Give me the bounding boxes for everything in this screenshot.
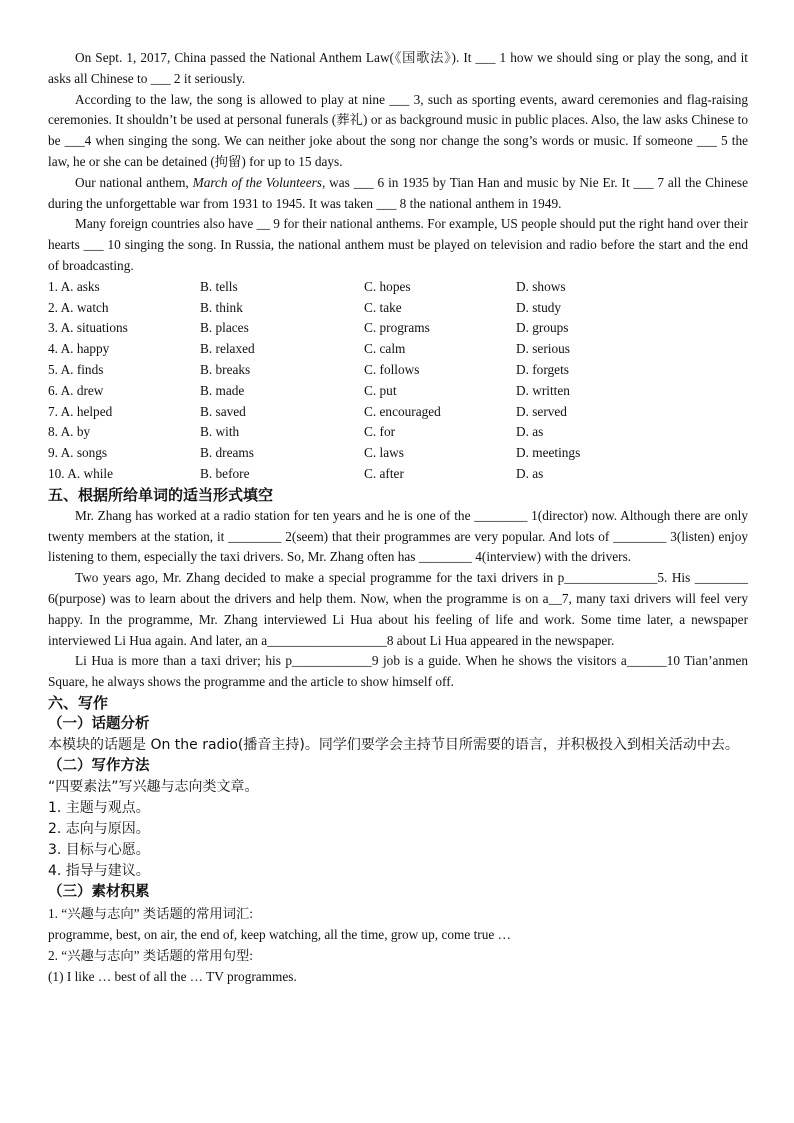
option-c: C. laws: [364, 445, 404, 461]
option-row-7: [48, 402, 748, 423]
section-5-paragraph-3: Li Hua is more than a taxi driver; his p____________9 job is a guide. When he shows the visitors a______10 Tian’anmen Square, he always shows the programme and the article to show himself off.: [48, 653, 748, 690]
option-d: D. meetings: [516, 445, 581, 461]
option-a: 7. A. helped: [48, 403, 113, 419]
option-c: C. encouraged: [364, 403, 441, 419]
option-row-10: [48, 464, 748, 485]
option-d: D. as: [516, 424, 544, 440]
options-list: [48, 277, 748, 485]
option-a: 10. A. while: [48, 465, 114, 481]
option-a: 8. A. by: [48, 424, 91, 440]
method-item: 4. 指导与建议。: [48, 862, 150, 879]
passage-paragraph-1: On Sept. 1, 2017, China passed the National Anthem Law(《国歌法》). It ___ 1 how we should sing or play the song, and it asks all Chinese to ___ 2 it seriously.: [48, 50, 748, 86]
option-a: 1. A. asks: [48, 278, 100, 294]
option-b: B. think: [200, 299, 243, 315]
topic-analysis-heading: （一）话题分析: [48, 715, 150, 732]
section-5-paragraph-2: Two years ago, Mr. Zhang decided to make a special programme for the taxi drivers in p______________5. His ________ 6(purpose) was to learn about the drivers and help them. Now, when the programme is on a__7, many taxi drivers will feel very happy. In the programme, Mr. Zhang interviewed Li Hua about his feeling of life and work. Some time later, a newspaper interviewed Li Hua again. And later, an a__________________8 about Li Hua appeared in the newspaper.: [48, 570, 748, 648]
option-d: D. study: [516, 299, 562, 315]
section-5-heading: 五、根据所给单词的适当形式填空: [48, 485, 274, 504]
option-row-5: [48, 360, 748, 381]
option-row-8: [48, 422, 748, 443]
option-d: D. served: [516, 403, 567, 419]
option-c: C. follows: [364, 361, 420, 377]
passage-paragraph-3: [48, 173, 748, 215]
option-d: D. serious: [516, 341, 570, 357]
writing-method-intro: “四要素法”写兴趣与志向类文章。: [48, 778, 259, 795]
option-c: C. take: [364, 299, 402, 315]
option-row-3: [48, 318, 748, 339]
passage-paragraph-4: Many foreign countries also have __ 9 for their national anthems. For example, US people should put the right hand over their hearts ___ 10 singing the song. In Russia, the national anthem must be played on television and radio before the start and the end of broadcasting.: [48, 216, 748, 273]
option-a: 5. A. finds: [48, 361, 104, 377]
option-row-2: [48, 298, 748, 319]
option-c: C. programs: [364, 320, 430, 336]
option-b: B. places: [200, 320, 249, 336]
passage-paragraph-3-post: was ___ 6 in 1935 by Tian Han and music by Nie Er. It ___ 7 all the Chinese during the unforgettable war from 1931 to 1945. It was taken ___ 8 the national anthem in 1949.: [48, 174, 749, 211]
method-item: 3. 目标与心愿。: [48, 841, 150, 858]
option-a: 9. A. songs: [48, 445, 108, 461]
option-a: 3. A. situations: [48, 320, 128, 336]
anthem-title: March of the Volunteers,: [192, 174, 326, 190]
option-b: B. made: [200, 382, 245, 398]
section-6-heading: 六、写作: [48, 693, 109, 712]
option-row-1: [48, 277, 748, 298]
option-row-4: [48, 339, 748, 360]
pattern-item: (1) I like … best of all the … TV programmes.: [48, 968, 297, 984]
topic-analysis-text: 本模块的话题是 On the radio(播音主持)。同学们要学会主持节目所需要的语言，并积极投入到相关活动中去。: [48, 736, 739, 753]
option-b: B. breaks: [200, 361, 251, 377]
document-page: [48, 48, 748, 987]
vocab-title: 1. “兴趣与志向” 类话题的常用词汇:: [48, 905, 253, 921]
pattern-title: 2. “兴趣与志向” 类话题的常用句型:: [48, 947, 253, 963]
option-a: 2. A. watch: [48, 299, 109, 315]
material-heading: （三）素材积累: [48, 883, 150, 900]
option-b: B. with: [200, 424, 240, 440]
option-c: C. for: [364, 424, 396, 440]
option-b: B. tells: [200, 278, 238, 294]
option-a: 6. A. drew: [48, 382, 104, 398]
option-a: 4. A. happy: [48, 341, 110, 357]
option-d: D. shows: [516, 278, 566, 294]
option-d: D. written: [516, 382, 570, 398]
vocab-list: programme, best, on air, the end of, keep watching, all the time, grow up, come true …: [48, 926, 511, 942]
option-b: B. dreams: [200, 445, 254, 461]
option-b: B. relaxed: [200, 341, 255, 357]
method-item: 2. 志向与原因。: [48, 820, 150, 837]
option-row-9: [48, 443, 748, 464]
option-c: C. after: [364, 465, 404, 481]
option-c: C. calm: [364, 341, 406, 357]
option-d: D. as: [516, 465, 544, 481]
option-b: B. before: [200, 465, 250, 481]
option-c: C. put: [364, 382, 397, 398]
option-row-6: [48, 381, 748, 402]
passage-paragraph-3-pre: Our national anthem,: [75, 174, 193, 190]
method-item: 1. 主题与观点。: [48, 799, 150, 816]
option-d: D. forgets: [516, 361, 569, 377]
passage-paragraph-2: According to the law, the song is allowed to play at nine ___ 3, such as sporting events, award ceremonies and flag-raising ceremonies. It shouldn’t be used at personal funerals (葬礼) or as background music in public places. Also, the law asks Chinese to be ___4 when singing the song. We can neither joke about the song nor change the song’s words or music. If someone ___ 5 the law, he or she can be detained (拘留) for up to 15 days.: [48, 91, 748, 169]
option-d: D. groups: [516, 320, 569, 336]
writing-method-heading: （二）写作方法: [48, 757, 150, 774]
option-b: B. saved: [200, 403, 246, 419]
option-c: C. hopes: [364, 278, 411, 294]
section-5-paragraph-1: Mr. Zhang has worked at a radio station for ten years and he is one of the ________ 1(director) now. Although there are only twenty members at the station, it ________ 2(seem) that their programmes are very popular. And lots of ________ 3(listen) enjoy listening to them, especially the taxi drivers. So, Mr. Zhang often has ________ 4(interview) with the drivers.: [48, 507, 748, 565]
